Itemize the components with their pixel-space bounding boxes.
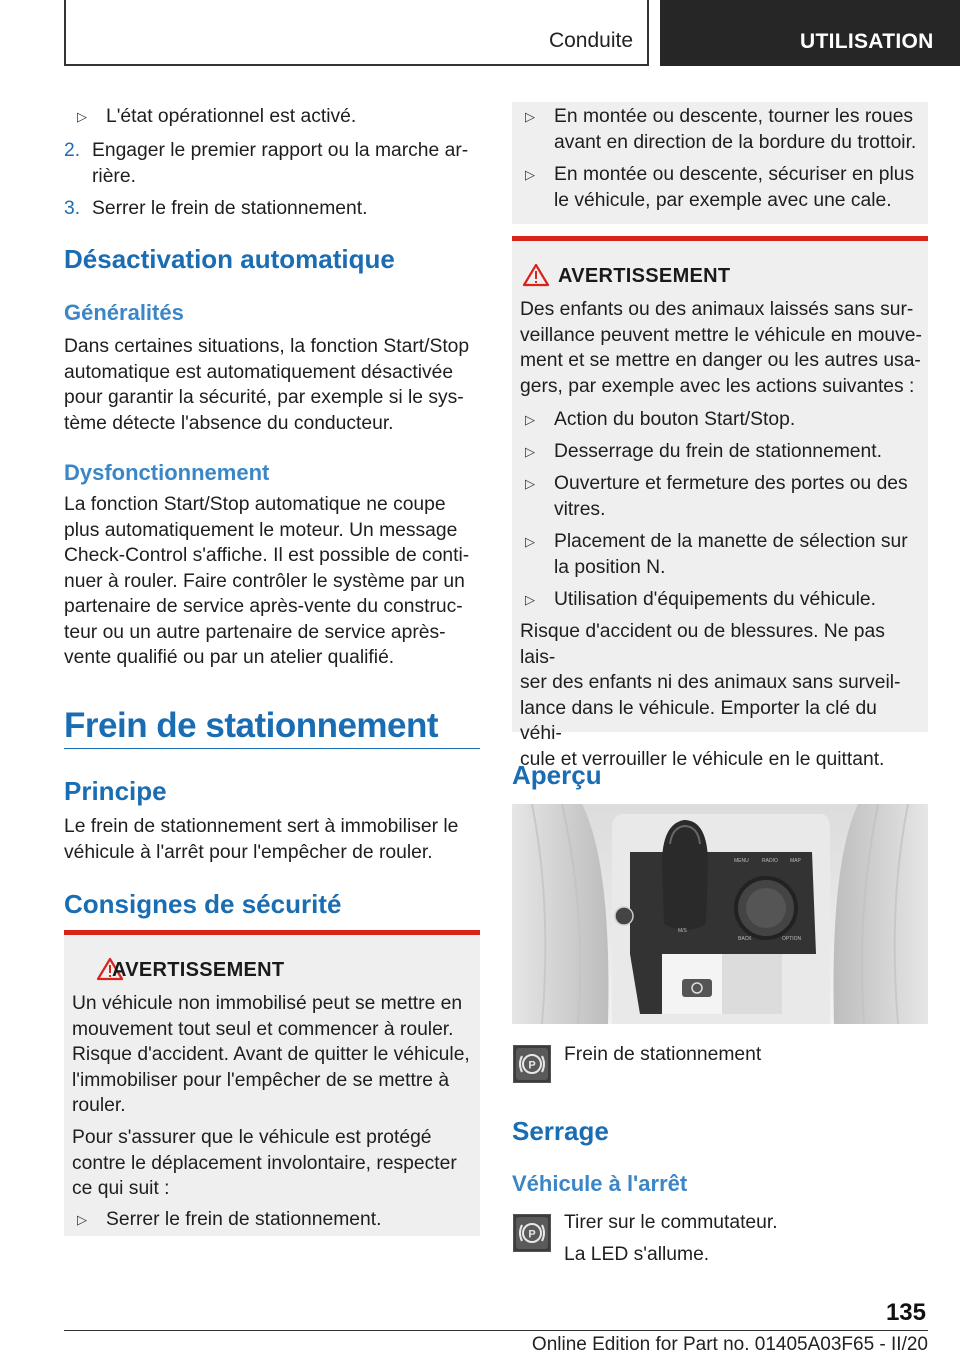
- list-item-text: Desserrage du frein de stationnement.: [554, 441, 882, 462]
- text-line: pour garantir la sécurité, par exemple si le sys‐: [64, 387, 464, 408]
- text-line: ment et se mettre en danger ou les autres usa‐: [520, 350, 921, 371]
- list-item: [64, 104, 480, 130]
- console-label: M/S: [678, 928, 687, 934]
- photo-caption: Frein de stationnement: [564, 1044, 762, 1065]
- text-line: cule et verrouiller le véhicule en le quittant.: [520, 748, 885, 770]
- warning-text-2: [520, 619, 924, 772]
- list-item: [512, 407, 928, 433]
- list-item: [64, 1207, 480, 1233]
- chapter-heading-frein: Frein de stationnement: [64, 706, 439, 745]
- paragraph-dysfonctionnement: [64, 492, 480, 671]
- text-line: vente qualifié ou par un atelier qualifié.: [64, 647, 395, 668]
- heading-apercu: Aperçu: [512, 760, 602, 790]
- list-item-text: vitres.: [554, 498, 606, 520]
- triangle-bullet-icon: ▷: [525, 167, 535, 182]
- warning-text-2: [72, 1125, 476, 1202]
- list-item-text: le véhicule, par exemple avec une cale.: [554, 189, 892, 211]
- heading-rule: [64, 748, 480, 749]
- step-number: 3.: [64, 198, 81, 219]
- text-line: Tirer sur le commutateur.: [564, 1212, 778, 1233]
- text-line: plus automatiquement le moteur. Un message: [64, 519, 458, 541]
- warning-text: [72, 991, 476, 1119]
- text-line: véhicule à l'arrêt pour l'empêcher de rouler.: [64, 841, 433, 863]
- text-line: ser des enfants ni des animaux sans surveil‐: [520, 672, 901, 693]
- continuation-box: [512, 102, 928, 224]
- text-line: mouvement tout seul et commencer à rouler.: [72, 1018, 454, 1040]
- list-item: [512, 439, 928, 465]
- warning-box: [64, 930, 480, 1236]
- text-line: Pour s'assurer que le véhicule est protégé: [72, 1127, 432, 1148]
- step-item: [64, 138, 480, 189]
- list-item-text: la position N.: [554, 556, 666, 578]
- console-label: BACK: [738, 936, 752, 942]
- list-item-text: Action du bouton Start/Stop.: [554, 409, 796, 430]
- text-line: contre le déplacement involontaire, respecter: [72, 1152, 457, 1174]
- heading-vehicule-arret: Véhicule à l'arrêt: [512, 1171, 688, 1196]
- text-line: teur ou un autre partenaire de service après-: [64, 621, 446, 643]
- text-line: Dans certaines situations, la fonction Start/Stop: [64, 336, 470, 357]
- step-text-line: Serrer le frein de stationnement.: [92, 198, 368, 219]
- svg-text:P: P: [528, 1228, 536, 1241]
- text-line: partenaire de service après-vente du construc‐: [64, 596, 463, 617]
- step-text-line: Engager le premier rapport ou la marche ar‐: [92, 140, 469, 161]
- heading-desactivation: Désactivation automatique: [64, 244, 395, 274]
- heading-dysfonctionnement: Dysfonctionnement: [64, 460, 270, 485]
- text-line: tème détecte l'absence du conducteur.: [64, 412, 394, 434]
- heading-generalites: Généralités: [64, 300, 184, 325]
- triangle-bullet-icon: ▷: [525, 444, 535, 459]
- text-line: ce qui suit :: [72, 1178, 170, 1199]
- console-label: RADIO: [762, 858, 778, 864]
- triangle-bullet-icon: ▷: [525, 534, 535, 549]
- header-section-title: Conduite: [548, 29, 633, 52]
- warning-title: AVERTISSEMENT: [112, 959, 285, 981]
- step-number: 2.: [64, 140, 81, 161]
- footer-edition: Online Edition for Part no. 01405A03F65 - II/20: [531, 1334, 928, 1355]
- list-item-text: Placement de la manette de sélection sur: [554, 531, 908, 552]
- text-line: nuer à rouler. Faire contrôler le système par un: [64, 570, 465, 592]
- list-item-text: Ouverture et fermeture des portes ou des: [554, 473, 908, 494]
- list-item-text: L'état opérationnel est activé.: [106, 106, 357, 127]
- triangle-bullet-icon: ▷: [525, 109, 535, 124]
- list-item: [512, 162, 928, 213]
- text-line: La LED s'allume.: [564, 1243, 710, 1265]
- list-item: [512, 104, 928, 155]
- text-line: Le frein de stationnement sert à immobiliser le: [64, 816, 459, 837]
- header-section-box: [64, 0, 649, 66]
- triangle-bullet-icon: ▷: [525, 592, 535, 607]
- list-item: [512, 471, 928, 522]
- list-item-text: Serrer le frein de stationnement.: [106, 1209, 382, 1230]
- heading-principe: Principe: [64, 776, 167, 806]
- paragraph-principe: [64, 814, 480, 865]
- list-item-text: En montée ou descente, tourner les roues: [554, 106, 914, 127]
- text-line: La fonction Start/Stop automatique ne coupe: [64, 494, 446, 515]
- heading-serrage: Serrage: [512, 1116, 609, 1146]
- heading-consignes: Consignes de sécurité: [64, 889, 342, 919]
- list-item: [512, 529, 928, 580]
- triangle-bullet-icon: ▷: [77, 109, 87, 124]
- parking-brake-icon: [513, 1045, 551, 1083]
- center-console-photo: [512, 804, 928, 1024]
- text-line: Risque d'accident ou de blessures. Ne pas lais‐: [520, 621, 885, 668]
- console-label: MENU: [734, 858, 749, 864]
- text-line: Check-Control s'affiche. Il est possible de conti‐: [64, 545, 470, 566]
- text-line: automatique est automatiquement désactivée: [64, 361, 454, 383]
- text-line: Des enfants ou des animaux laissés sans sur‐: [520, 299, 914, 320]
- header-chapter-tab[interactable]: UTILISATION: [660, 0, 960, 66]
- list-item-text: avant en direction de la bordure du trottoir.: [554, 131, 917, 153]
- console-label: MAP: [790, 858, 801, 864]
- serrage-instructions: [564, 1210, 778, 1267]
- text-line: l'immobiliser pour l'empêcher de se mettre à: [72, 1069, 450, 1091]
- triangle-bullet-icon: ▷: [525, 476, 535, 491]
- step-item: [64, 196, 480, 222]
- triangle-bullet-icon: ▷: [77, 1212, 87, 1227]
- warning-text: [520, 297, 924, 399]
- triangle-bullet-icon: ▷: [525, 412, 535, 427]
- step-text-line: rière.: [92, 165, 136, 187]
- text-line: gers, par exemple avec les actions suivantes :: [520, 375, 915, 397]
- list-item-text: Utilisation d'équipements du véhicule.: [554, 589, 877, 610]
- parking-brake-icon: [513, 1214, 551, 1252]
- footer-rule: [64, 1330, 928, 1331]
- warning-triangle-icon: [522, 263, 550, 287]
- text-line: Un véhicule non immobilisé peut se mettre en: [72, 993, 463, 1014]
- text-line: lance dans le véhicule. Emporter la clé du véhi‐: [520, 697, 877, 744]
- warning-title: AVERTISSEMENT: [558, 265, 731, 287]
- list-item: [512, 587, 928, 613]
- page-number: 135: [885, 1299, 926, 1326]
- warning-box: [512, 236, 928, 770]
- text-line: veillance peuvent mettre le véhicule en mouve‐: [520, 324, 922, 346]
- paragraph-generalites: [64, 334, 480, 436]
- list-item-text: En montée ou descente, sécuriser en plus: [554, 164, 915, 185]
- console-label: OPTION: [782, 936, 802, 942]
- text-line: Risque d'accident. Avant de quitter le véhicule,: [72, 1044, 470, 1065]
- text-line: rouler.: [72, 1095, 126, 1116]
- svg-text:P: P: [528, 1059, 536, 1072]
